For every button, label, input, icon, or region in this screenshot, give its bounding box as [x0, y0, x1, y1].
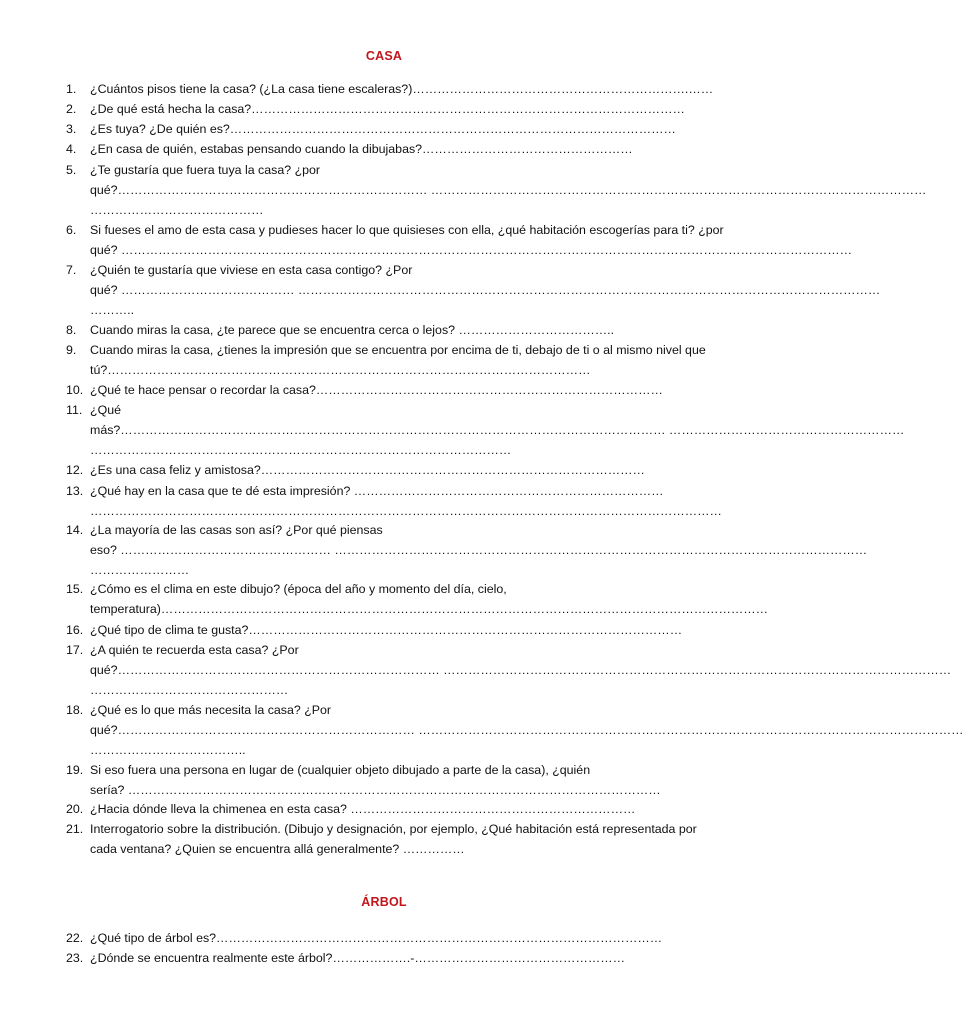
question-text-line: qué?…………………………………………………………………… …………………………………………………………………………………………………………… [90, 663, 952, 677]
question-text-line: qué?………………………………………………………………… ………………………………………………………………………………………………………… [90, 183, 927, 197]
question-item [66, 79, 724, 99]
question-text-line: ¿Qué hay en la casa que te dé esta impresión? ………………………………………………………………… [90, 484, 664, 498]
question-text-line: Cuando miras la casa, ¿tienes la impresión que se encuentra por encima de ti, debajo de ti o al mismo nivel que [90, 343, 706, 357]
question-text-line: qué? …………………………………… …………………………………………………………………………………………………………………………… [90, 283, 881, 297]
question-number: 19. [66, 763, 84, 777]
question-number: 8. [66, 323, 77, 337]
question-text-line: Interrogatorio sobre la distribución. (Dibujo y designación, por ejemplo, ¿Qué habitación está representada por [90, 822, 697, 836]
question-number: 22. [66, 931, 84, 945]
question-text-line: ¿Qué te hace pensar o recordar la casa?………………………………………………………………………… [90, 383, 663, 397]
question-number: 12. [66, 463, 84, 477]
question-item [66, 579, 769, 619]
question-item [66, 260, 881, 320]
question-text-line: qué?……………………………………………………………… …………………………………………………………………………………………………………………… [90, 723, 964, 737]
question-number: 4. [66, 142, 77, 156]
question-text-line: ……………………………………………………………………………………………………………………………………… [90, 504, 722, 518]
question-text-line: ¿De qué está hecha la casa?…………………………………………………………………………………………… [90, 102, 685, 116]
question-text-line: ¿Quién te gustaría que viviese en esta casa contigo? ¿Por [90, 263, 413, 277]
question-text-line: temperatura)………………………………………………………………………………………………………………………………… [90, 602, 769, 616]
question-number: 23. [66, 951, 84, 965]
question-number: 2. [66, 102, 77, 116]
question-number: 11. [66, 403, 83, 417]
question-text-line: ¿A quién te recuerda esta casa? ¿Por [90, 643, 299, 657]
question-number: 21. [66, 822, 84, 836]
question-item [66, 700, 964, 760]
question-text-line: qué? …………………………………………………………………………………………………………………………………………………………… [90, 243, 853, 257]
question-text-line: ………………………………………… [90, 683, 289, 697]
question-text-line: ……….. [90, 303, 135, 317]
question-item [66, 481, 724, 521]
question-text-line: Cuando miras la casa, ¿te parece que se encuentra cerca o lejos? ……………………………….. [90, 323, 615, 337]
question-item [66, 400, 905, 460]
question-number: 20. [66, 802, 84, 816]
question-item [66, 799, 724, 819]
question-item [66, 460, 724, 480]
question-item [66, 99, 724, 119]
question-number: 3. [66, 122, 77, 136]
question-text-line: Si fueses el amo de esta casa y pudieses hacer lo que quisieses con ella, ¿qué habitación escogerías para ti? ¿por [90, 223, 724, 237]
question-number: 10. [66, 383, 84, 397]
question-item [66, 119, 724, 139]
question-item [66, 760, 724, 800]
question-number: 6. [66, 223, 77, 237]
question-item [66, 819, 724, 859]
question-number: 14. [66, 523, 84, 537]
question-item [66, 380, 724, 400]
question-text-line: ¿Dónde se encuentra realmente este árbol?……………….-…………………………………………… [90, 951, 626, 965]
question-text-line: …………………………………… [90, 203, 264, 217]
question-number: 15. [66, 582, 84, 596]
question-item [66, 928, 724, 948]
question-item [66, 139, 724, 159]
question-number: 7. [66, 263, 77, 277]
question-text-line: ¿Qué tipo de árbol es?……………………………………………………………………………………………… [90, 931, 663, 945]
question-text-line: Si eso fuera una persona en lugar de (cualquier objeto dibujado a parte de la casa), ¿quién [90, 763, 591, 777]
question-item [66, 948, 724, 968]
question-text-line: ……………………………….. [90, 743, 246, 757]
question-text-line: ¿Es tuya? ¿De quién es?……………………………………………………………………………………………… [90, 122, 676, 136]
question-text-line: ¿La mayoría de las casas son así? ¿Por qué piensas [90, 523, 383, 537]
question-text-line: ¿Qué tipo de clima te gusta?…………………………………………………………………………………………… [90, 623, 683, 637]
question-item [66, 620, 724, 640]
question-number: 18. [66, 703, 84, 717]
question-text-line: ¿Qué es lo que más necesita la casa? ¿Por [90, 703, 332, 717]
question-text-line: …………………… [90, 563, 190, 577]
question-text-line: eso? …………………………………………… ………………………………………………………………………………………………………………… [90, 543, 868, 557]
question-number: 13. [66, 484, 84, 498]
question-text-line: ………………………………………………………………………………………… [90, 443, 512, 457]
question-item [66, 320, 724, 340]
question-text-line: cada ventana? ¿Quien se encuentra allá generalmente? …………… [90, 842, 465, 856]
question-text-line: ¿Te gustaría que fuera tuya la casa? ¿por [90, 163, 321, 177]
question-item [66, 160, 927, 220]
section-title-casa: CASA [365, 49, 403, 63]
question-text-line: ¿Hacia dónde lleva la chimenea en esta casa? …………………………………………………………… [90, 802, 636, 816]
question-item [66, 220, 853, 260]
question-number: 1. [66, 82, 77, 96]
question-text-line: ¿Es una casa feliz y amistosa?………………………………………………………………………………… [90, 463, 645, 477]
question-text-line: ¿En casa de quién, estabas pensando cuando la dibujabas?…………………………………………… [90, 142, 633, 156]
question-number: 16. [66, 623, 84, 637]
question-text-line: sería? ………………………………………………………………………………………………………………… [90, 783, 661, 797]
question-text-line: tú?……………………………………………………………………………………………………… [90, 363, 591, 377]
question-item [66, 340, 724, 380]
question-text-line: ¿Cuántos pisos tiene la casa? (¿La casa tiene escaleras?)………………………………………………………….…… [90, 82, 714, 96]
section-title-arbol: ÁRBOL [361, 895, 407, 909]
question-number: 17. [66, 643, 84, 657]
question-item [66, 520, 868, 580]
question-number: 5. [66, 163, 77, 177]
question-text-line: ¿Cómo es el clima en este dibujo? (época del año y momento del día, cielo, [90, 582, 507, 596]
question-number: 9. [66, 343, 77, 357]
question-item [66, 640, 952, 700]
question-text-line: más?…………………………………………………………………………………………………………………… ………………………………………………… [90, 423, 905, 437]
question-text-line: ¿Qué [90, 403, 121, 417]
